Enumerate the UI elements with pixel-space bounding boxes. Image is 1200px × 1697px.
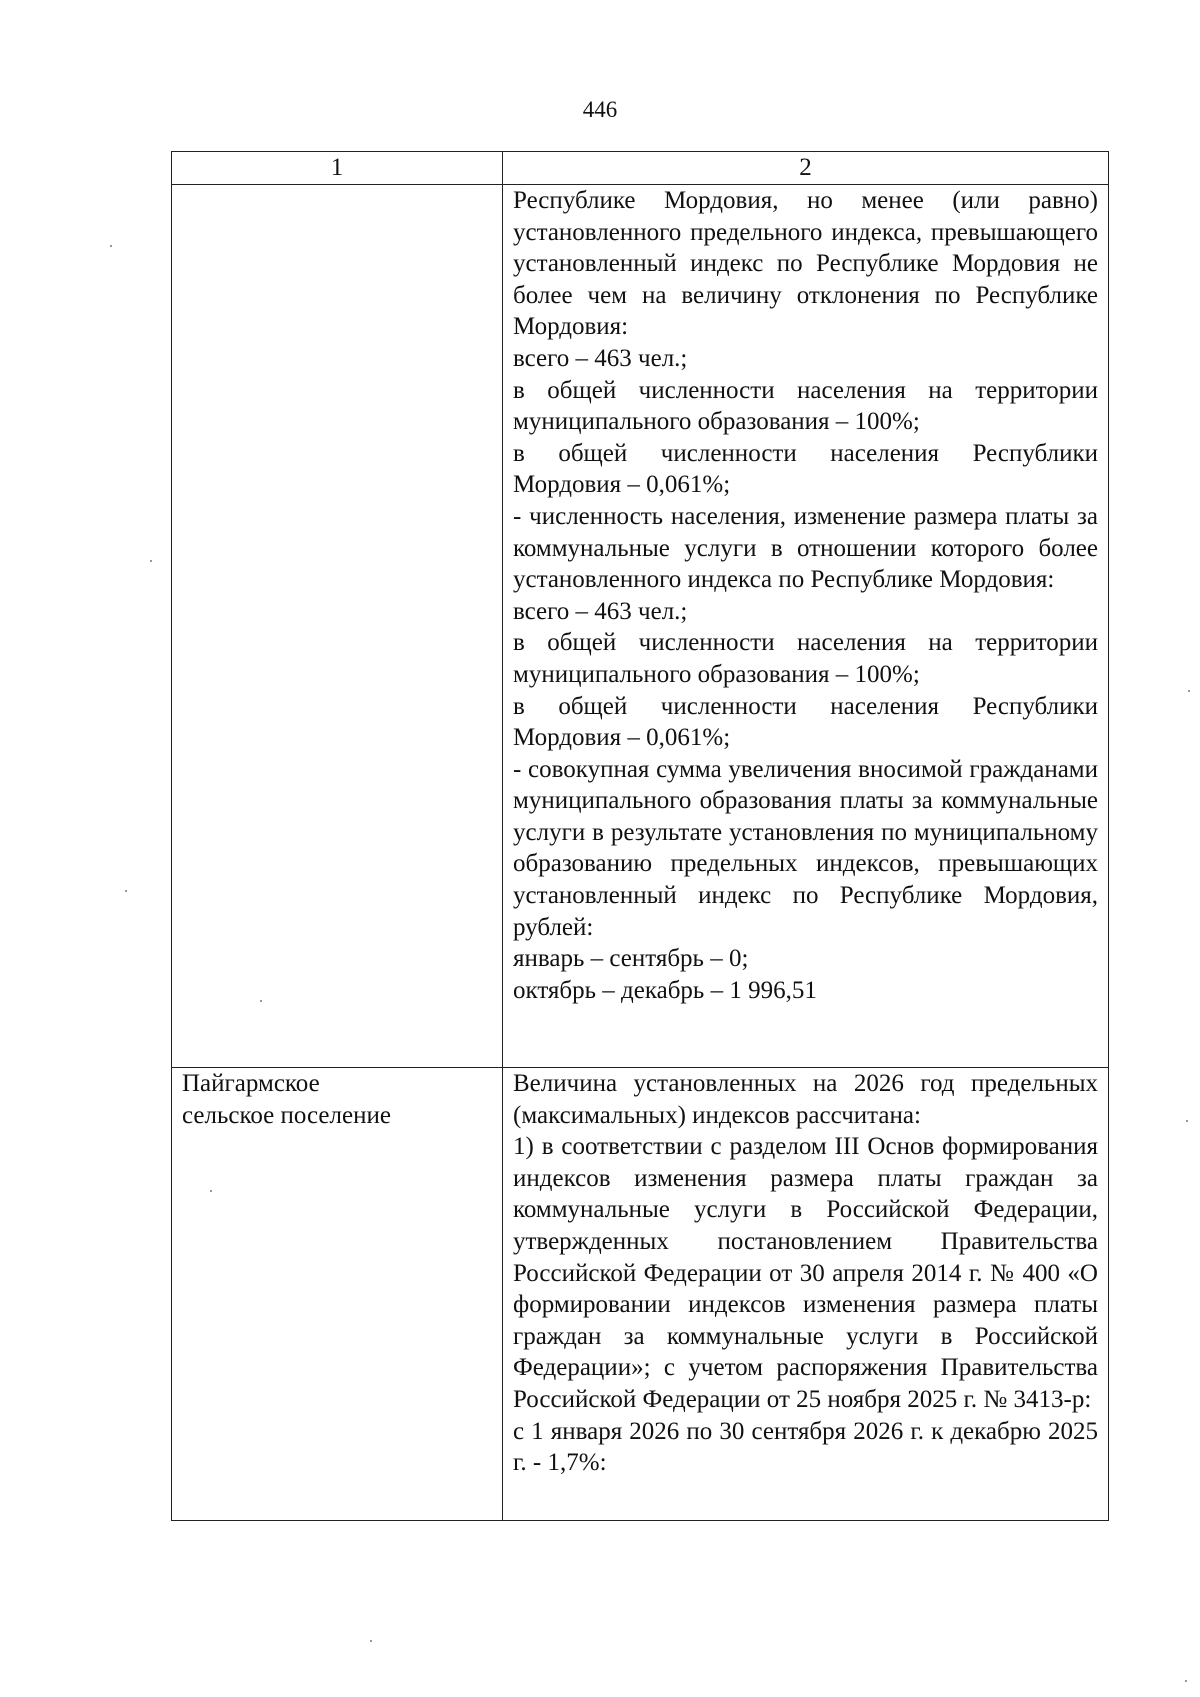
municipality-cell — [172, 1068, 503, 1521]
page-number: 446 — [582, 97, 618, 122]
paragraph: в общей численности населения Республики Мордовия – 0,061%; — [513, 439, 1098, 499]
scan-speck — [210, 1190, 212, 1192]
municipality-cell — [172, 185, 503, 1068]
paragraph: - совокупная сумма увеличения вносимой гражданами муниципального образования платы за коммунальные услуги в результате установления по муниципальному образованию предельных индексов, превышающих установленный индекс по Республике Мордовия, рублей: — [513, 755, 1098, 941]
table-row — [172, 1068, 1109, 1521]
column-header-1: 1 — [172, 152, 503, 185]
scan-speck — [1186, 1120, 1188, 1122]
paragraph: - численность населения, изменение размера платы за коммунальные услуги в отношении которого более установленного индекса по Республике Мордовия: — [513, 502, 1098, 594]
indices-table — [171, 151, 1109, 1521]
scan-speck — [260, 1000, 262, 1002]
paragraph: всего – 463 чел.; — [513, 344, 688, 372]
paragraph: с 1 января 2026 по 30 сентября 2026 г. к декабрю 2025 г. - 1,7%: — [513, 1417, 1098, 1477]
description-cell — [503, 1068, 1109, 1521]
paragraph: Величина установленных на 2026 год предельных (максимальных) индексов рассчитана: — [513, 1070, 1098, 1129]
scan-speck — [1185, 1680, 1187, 1682]
table-header-row — [172, 152, 1109, 185]
paragraph: январь – сентябрь – 0; — [513, 945, 749, 973]
scan-speck — [150, 560, 152, 562]
table-row — [172, 185, 1109, 1068]
municipality-name-line: сельское поселение — [182, 1101, 391, 1129]
description-cell — [503, 185, 1109, 1068]
paragraph: всего – 463 чел.; — [513, 597, 688, 625]
scan-speck — [125, 890, 127, 892]
column-header-2: 2 — [503, 152, 1109, 185]
scan-speck — [1188, 690, 1190, 692]
scan-speck — [370, 1640, 372, 1642]
paragraph: 1) в соответствии с разделом III Основ формирования индексов изменения размера платы граждан за коммунальные услуги в Российской Федерации, утвержденных постановлением Правительства Российской Федерации от 30 апреля 2014 г. № 400 «О формировании индексов изменения размера платы граждан за коммунальные услуги в Российской Федерации»; с учетом распоряжения Правительства Российской Федерации от 25 ноября 2025 г. № 3413-р: — [513, 1133, 1098, 1413]
paragraph: октябрь – декабрь – 1 996,51 — [513, 976, 817, 1004]
paragraph: в общей численности населения на территории муниципального образования – 100%; — [513, 376, 1098, 436]
paragraph: в общей численности населения на территории муниципального образования – 100%; — [513, 629, 1098, 688]
paragraph: Республике Мордовия, но менее (или равно) установленного предельного индекса, превышающего установленный индекс по Республике Мордовия не более чем на величину отклонения по Республике Мордовия: — [513, 187, 1098, 341]
municipality-name-line: Пайгармское — [182, 1070, 320, 1097]
scan-speck — [110, 245, 112, 247]
paragraph: в общей численности населения Республики Мордовия – 0,061%; — [513, 692, 1098, 752]
